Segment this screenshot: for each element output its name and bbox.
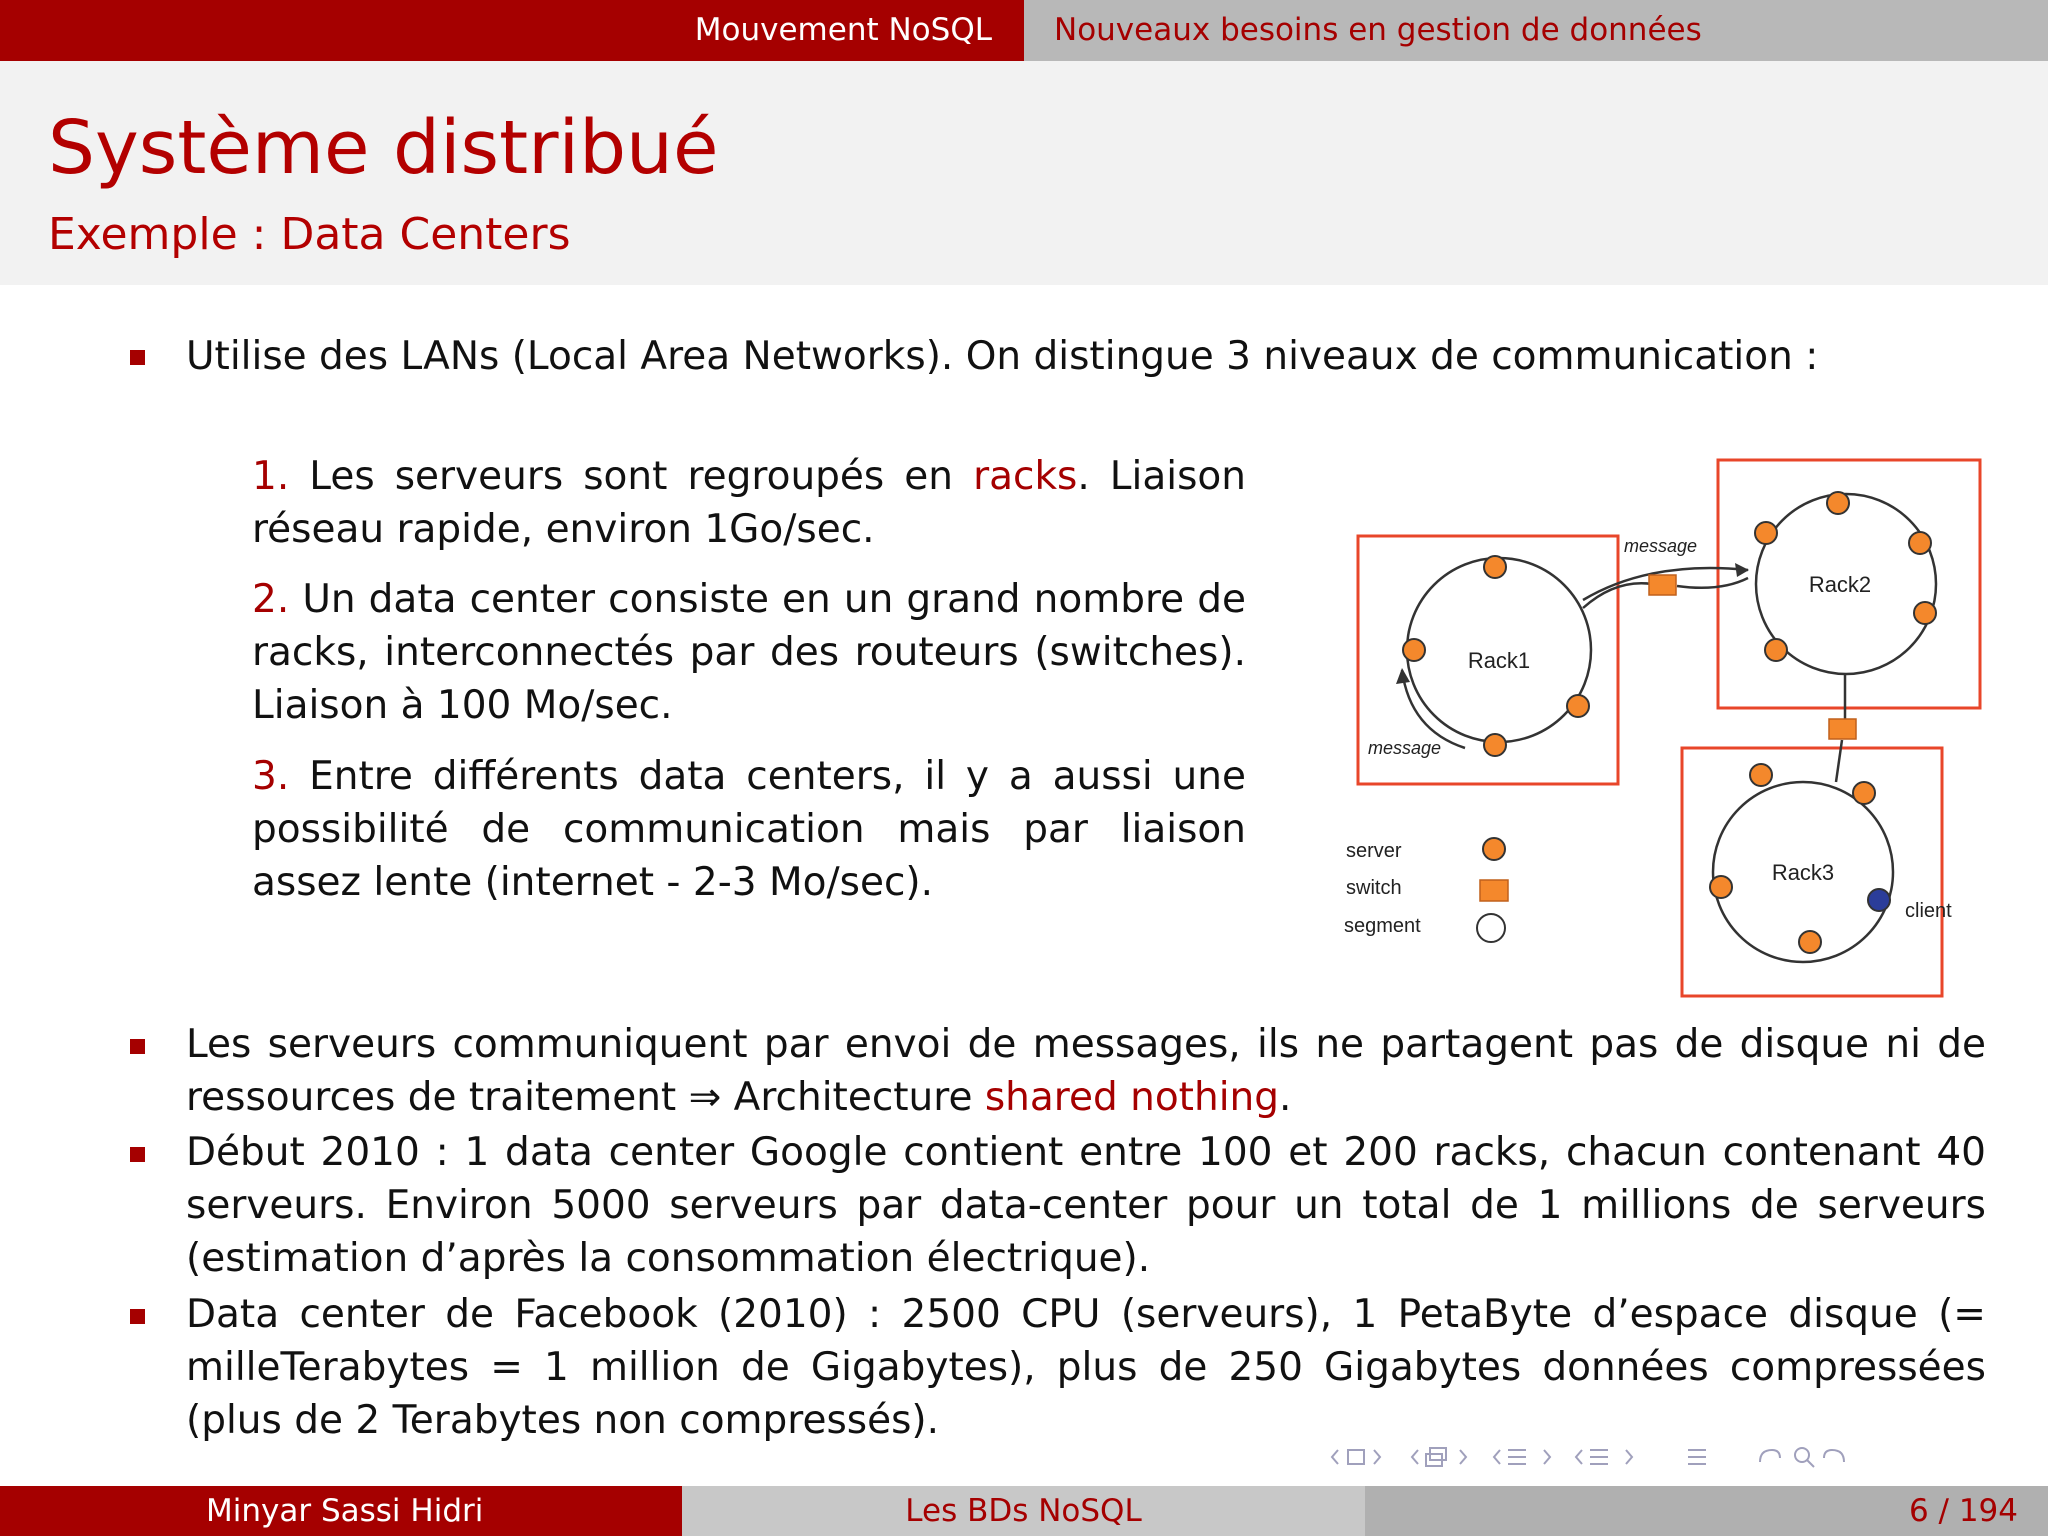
arrowhead: [1735, 563, 1749, 577]
bullet-lan: Utilise des LANs (Local Area Networks). On distingue 3 niveaux de communication :: [186, 334, 1819, 379]
level-item-1: [252, 450, 1246, 556]
beamer-navigation: [1320, 1442, 2040, 1472]
legend-server-label: server: [1346, 840, 1402, 862]
level-text: Un data center consiste en un grand nombre de racks, interconnectés par des routeurs (switches). Liaison à 100 Mo/sec.: [252, 577, 1246, 728]
server-icon: [1403, 639, 1425, 661]
footer-course: Les BDs NoSQL: [682, 1486, 1365, 1536]
level-item-3: [252, 750, 1246, 909]
top-navigation-bar: [0, 0, 2048, 61]
server-icon: [1799, 931, 1821, 953]
legend-switch-label: switch: [1346, 877, 1402, 899]
nav-section-icon[interactable]: [1494, 1450, 1550, 1464]
footer-author: Minyar Sassi Hidri: [0, 1486, 682, 1536]
switch-icon: [1649, 575, 1676, 595]
subsection-link[interactable]: Nouveaux besoins en gestion de données: [1024, 0, 2048, 61]
server-icon: [1484, 734, 1506, 756]
server-icon: [1483, 838, 1505, 860]
bullet-marker: [130, 1147, 145, 1162]
link-switch-rack3: [1836, 740, 1842, 782]
server-icon: [1853, 782, 1875, 804]
racks-highlight: racks: [973, 454, 1078, 499]
bullet-text: Les serveurs communiquent par envoi de messages, ils ne partagent pas de disque ni de ressources de traitement ⇒ Architecture: [186, 1022, 1986, 1120]
server-icon: [1567, 695, 1589, 717]
link-switch-rack2: [1677, 578, 1748, 588]
rack3-label: Rack3: [1771, 860, 1835, 885]
nav-document-icon[interactable]: [1576, 1450, 1632, 1464]
server-icon: [1827, 492, 1849, 514]
message-label: message: [1368, 738, 1442, 758]
diagram-legend: [1344, 838, 1508, 942]
slide-header: [0, 61, 2048, 285]
level-number: 1.: [252, 454, 290, 499]
server-icon: [1710, 876, 1732, 898]
server-icon: [1909, 532, 1931, 554]
server-icon: [1750, 764, 1772, 786]
client-label: client: [1905, 900, 1952, 922]
level-item-2: [252, 573, 1246, 732]
switch-icon: [1829, 719, 1856, 739]
shared-nothing-highlight: shared nothing: [984, 1075, 1280, 1120]
slide-subtitle: Exemple : Data Centers: [48, 209, 571, 260]
section-link[interactable]: Mouvement NoSQL: [0, 0, 1024, 61]
bullet-marker: [130, 1039, 145, 1054]
zoom-icon[interactable]: [1795, 1448, 1809, 1462]
rack1-label: Rack1: [1467, 648, 1531, 673]
footer-page-number: 6 / 194: [1365, 1486, 2048, 1536]
bullet-google: Début 2010 : 1 data center Google contient entre 100 et 200 racks, chacun contenant 40 serveurs. Environ 5000 serveurs par data-center pour un total de 1 millions de serveurs (estimation d’après la consommation électrique).: [186, 1130, 1986, 1281]
segment-icon: [1477, 914, 1505, 942]
server-icon: [1484, 556, 1506, 578]
level-number: 2.: [252, 577, 290, 622]
bullet-text: .: [1279, 1075, 1292, 1120]
bullet-marker: [130, 1309, 145, 1324]
arrowhead: [1396, 668, 1410, 684]
server-icon: [1914, 602, 1936, 624]
switch-icon: [1480, 880, 1508, 901]
message-label: message: [1624, 536, 1698, 556]
nav-appendix-icon[interactable]: [1688, 1450, 1706, 1464]
legend-segment-label: segment: [1344, 915, 1421, 937]
level-text: Les serveurs sont regroupés en: [309, 454, 974, 499]
undo-icon[interactable]: [1760, 1450, 1780, 1462]
bullet-facebook: Data center de Facebook (2010) : 2500 CPU (serveurs), 1 PetaByte d’espace disque (= milleTerabytes = 1 million de Gigabytes), plus de 250 Gigabytes données compressées (plus de 2 Terabytes non compressés).: [186, 1292, 1986, 1443]
bullet-shared-nothing: [186, 1018, 1986, 1124]
slide-footer: [0, 1486, 2048, 1536]
level-text: Entre différents data centers, il y a aussi une possibilité de communication mais par liaison assez lente (internet - 2-3 Mo/sec).: [252, 754, 1246, 905]
bullet-marker: [130, 350, 145, 365]
client-icon: [1868, 889, 1890, 911]
redo-icon[interactable]: [1824, 1450, 1844, 1462]
nav-frame-icon[interactable]: [1332, 1450, 1380, 1464]
rack2-label: Rack2: [1808, 572, 1872, 597]
data-center-diagram: [1320, 450, 2000, 1010]
nav-subsection-icon[interactable]: [1412, 1448, 1466, 1466]
server-icon: [1765, 639, 1787, 661]
level-text: . Liaison réseau rapide, environ 1Go/sec.: [252, 454, 1246, 552]
level-number: 3.: [252, 754, 290, 799]
server-icon: [1755, 522, 1777, 544]
slide-title: Système distribué: [48, 105, 719, 191]
